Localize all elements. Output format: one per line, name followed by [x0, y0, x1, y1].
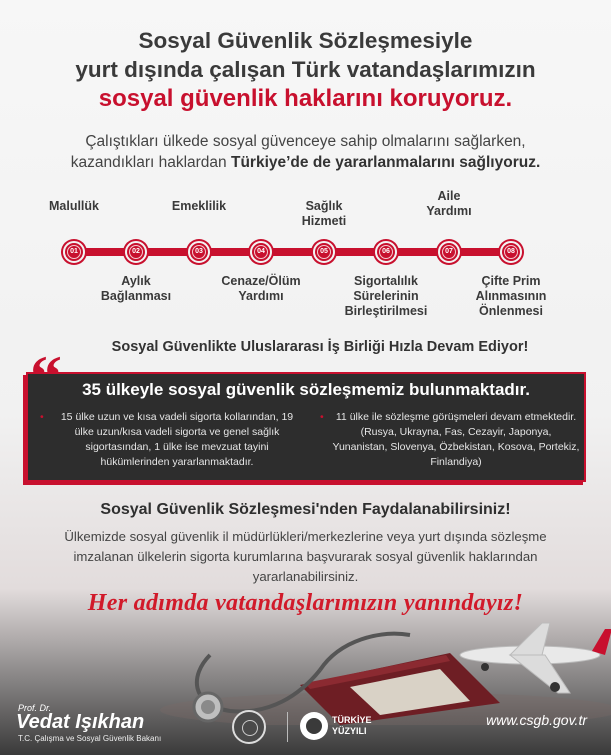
list-item [320, 410, 580, 470]
agreements-right-column [320, 410, 580, 470]
footer-minister-name: Vedat Işıkhan [16, 711, 145, 733]
agreements-right-text: 11 ülke ile sözleşme görüşmeleri devam etmektedir. (Rusya, Ukrayna, Fas, Cezayir, Japonya, Yunanistan, Slovenya, Özbekistan, Kosova, Portekiz, Finlandiya) [332, 411, 580, 468]
bullet-icon: • [40, 411, 44, 423]
timeline-node-6: 06 [375, 241, 397, 263]
footer-divider [287, 712, 288, 742]
agreements-left-text: 15 ülke uzun ve kısa vadeli sigorta kollarından, 19 ülke uzun/kısa vadeli sigorta ve genel sağlık sigortasından, 1 ülke ise mevzuat tayini hükümlerinden yararlanmaktadır. [60, 411, 294, 468]
timeline-label-sigortalilik: Sigortalılık Sürelerinin Birleştirilmesi [344, 274, 428, 318]
subtitle-line-2 [0, 152, 611, 173]
timeline-label-cifte-prim: Çifte Prim Alınmasının Önlenmesi [475, 274, 547, 318]
airplane-icon [460, 623, 611, 693]
agreements-left-column [40, 410, 302, 470]
timeline-node-8: 08 [500, 241, 522, 263]
stethoscope-passport-airplane-illustration [150, 615, 611, 725]
footer-title-prefix: Prof. Dr. [18, 703, 52, 713]
turkiye-yuzyili-text: TÜRKİYE YÜZYILI [332, 715, 372, 736]
timeline-label-saglik: Sağlık Hizmeti [301, 199, 347, 228]
turkiye-yuzyili-logo-icon [300, 712, 328, 740]
subtitle-line-1: Çalıştıkları ülkede sosyal güvenceye sahip olmalarını sağlarken, [85, 133, 526, 150]
timeline-label-malulluk: Malullük [48, 199, 99, 213]
timeline-node-1: 01 [63, 241, 85, 263]
timeline-node-7: 07 [438, 241, 460, 263]
agreements-title: 35 ülkeyle sosyal güvenlik sözleşmemiz bulunmaktadır. [82, 380, 530, 399]
subtitle-line-2-bold: Türkiye’de de yararlanmalarını sağlıyoruz. [230, 154, 541, 171]
cooperation-heading: Sosyal Güvenlikte Uluslararası İş Birliği Hızla Devam Ediyor! [111, 339, 529, 355]
timeline-node-3: 03 [188, 241, 210, 263]
subtitle [0, 131, 611, 173]
timeline-label-cenaze: Cenaze/Ölüm Yardımı [221, 274, 301, 303]
main-title [0, 26, 611, 113]
benefit-heading: Sosyal Güvenlik Sözleşmesi'nden Faydalanabilirsiniz! [100, 501, 511, 518]
footer-minister-role: T.C. Çalışma ve Sosyal Güvenlik Bakanı [18, 734, 162, 743]
timeline-label-emeklilik: Emeklilik [171, 199, 227, 213]
benefit-text: Ülkemizde sosyal güvenlik il müdürlükleri/merkezlerine veya yurt dışında sözleşme imzalanan ülkelerin sigorta kurumlarına başvurarak sosyal güvenlik haklarından yararlanabilirsiniz. [64, 529, 547, 584]
subtitle-line-2-normal: kazandıkları haklardan [70, 154, 231, 171]
list-item [40, 410, 302, 470]
timeline-label-aylik: Aylık Bağlanması [100, 274, 172, 303]
timeline-label-aile: Aile Yardımı [426, 189, 472, 218]
title-line-1: Sosyal Güvenlik Sözleşmesiyle [138, 28, 473, 53]
slogan: Her adımda vatandaşlarımızın yanındayız! [87, 590, 524, 616]
agreements-box [26, 372, 586, 482]
website-link[interactable]: www.csgb.gov.tr [486, 712, 587, 728]
title-line-3: sosyal güvenlik haklarını koruyoruz. [98, 85, 513, 112]
title-line-2: yurt dışında çalışan Türk vatandaşlarımızın [75, 57, 536, 82]
ministry-seal-icon [232, 710, 266, 744]
bullet-icon: • [320, 411, 324, 423]
timeline-node-2: 02 [125, 241, 147, 263]
timeline-node-5: 05 [313, 241, 335, 263]
timeline-node-4: 04 [250, 241, 272, 263]
